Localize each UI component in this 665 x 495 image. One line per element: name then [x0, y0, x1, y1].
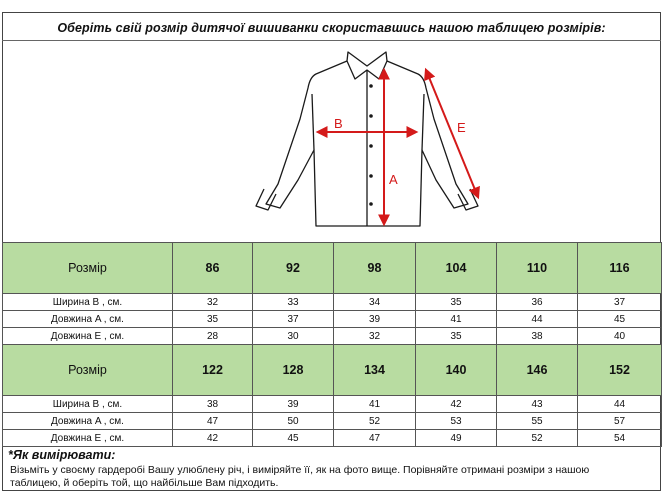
measurement-value: 35	[173, 311, 253, 328]
measurement-value: 42	[416, 396, 497, 413]
measurement-value: 53	[416, 413, 497, 430]
measurement-value: 49	[416, 430, 497, 447]
size-value: 98	[334, 243, 416, 294]
shirt-diagram	[240, 44, 500, 239]
label-b: B	[334, 116, 343, 131]
measurement-value: 47	[173, 413, 253, 430]
label-a: A	[389, 172, 398, 187]
note-text: Візьміть у своєму гардеробі Вашу улюблену річ, і виміряйте її, як на фото вище. Порівняйте отримані розміри з нашою таблицею, й оберіть той, що найбільше Вам підходить.	[10, 464, 590, 489]
size-value: 110	[497, 243, 578, 294]
measurement-value: 39	[334, 311, 416, 328]
measurement-row	[3, 294, 662, 311]
measurement-row	[3, 396, 662, 413]
measurement-value: 41	[416, 311, 497, 328]
measurement-value: 44	[578, 396, 662, 413]
measurement-label: Довжина E , см.	[3, 328, 173, 345]
measurement-value: 54	[578, 430, 662, 447]
label-e: E	[457, 120, 466, 135]
size-header-row	[3, 243, 662, 294]
measurement-value: 30	[253, 328, 334, 345]
title-divider	[2, 40, 661, 41]
size-value: 86	[173, 243, 253, 294]
size-value: 116	[578, 243, 662, 294]
measurement-value: 52	[497, 430, 578, 447]
measurement-row	[3, 413, 662, 430]
measurement-value: 38	[497, 328, 578, 345]
measurement-value: 35	[416, 328, 497, 345]
measuring-note	[2, 446, 661, 490]
measurement-row	[3, 430, 662, 447]
size-value: 128	[253, 345, 334, 396]
measurement-value: 35	[416, 294, 497, 311]
size-value: 140	[416, 345, 497, 396]
size-header-label: Розмір	[3, 243, 173, 294]
measurement-value: 43	[497, 396, 578, 413]
size-value: 92	[253, 243, 334, 294]
measurement-value: 36	[497, 294, 578, 311]
size-value: 152	[578, 345, 662, 396]
size-value: 104	[416, 243, 497, 294]
size-header-label: Розмір	[3, 345, 173, 396]
measurement-row	[3, 311, 662, 328]
measurement-value: 39	[253, 396, 334, 413]
measurement-value: 50	[253, 413, 334, 430]
measurement-value: 52	[334, 413, 416, 430]
measurement-value: 38	[173, 396, 253, 413]
size-value: 134	[334, 345, 416, 396]
page-title: Оберіть свій розмір дитячої вишиванки скориставшись нашою таблицею розмірів:	[57, 21, 606, 35]
measurement-value: 32	[173, 294, 253, 311]
size-header-row	[3, 345, 662, 396]
measurement-label: Довжина A , см.	[3, 413, 173, 430]
measurement-value: 45	[253, 430, 334, 447]
measurement-label: Ширина B , см.	[3, 294, 173, 311]
measurement-value: 32	[334, 328, 416, 345]
measurement-value: 57	[578, 413, 662, 430]
measurement-value: 55	[497, 413, 578, 430]
measurement-row	[3, 328, 662, 345]
note-title: *Як вимірювати:	[8, 448, 116, 462]
sleeve-arrow	[426, 70, 478, 197]
measurement-value: 44	[497, 311, 578, 328]
measurement-label: Ширина B , см.	[3, 396, 173, 413]
measurement-value: 40	[578, 328, 662, 345]
measurement-value: 34	[334, 294, 416, 311]
measurement-value: 47	[334, 430, 416, 447]
measurement-label: Довжина A , см.	[3, 311, 173, 328]
measurement-label: Довжина E , см.	[3, 430, 173, 447]
measurement-value: 28	[173, 328, 253, 345]
size-value: 122	[173, 345, 253, 396]
measurement-value: 45	[578, 311, 662, 328]
measurement-value: 37	[578, 294, 662, 311]
size-table	[2, 242, 662, 447]
measurement-value: 37	[253, 311, 334, 328]
measurement-value: 33	[253, 294, 334, 311]
measurement-value: 41	[334, 396, 416, 413]
measurement-value: 42	[173, 430, 253, 447]
size-value: 146	[497, 345, 578, 396]
